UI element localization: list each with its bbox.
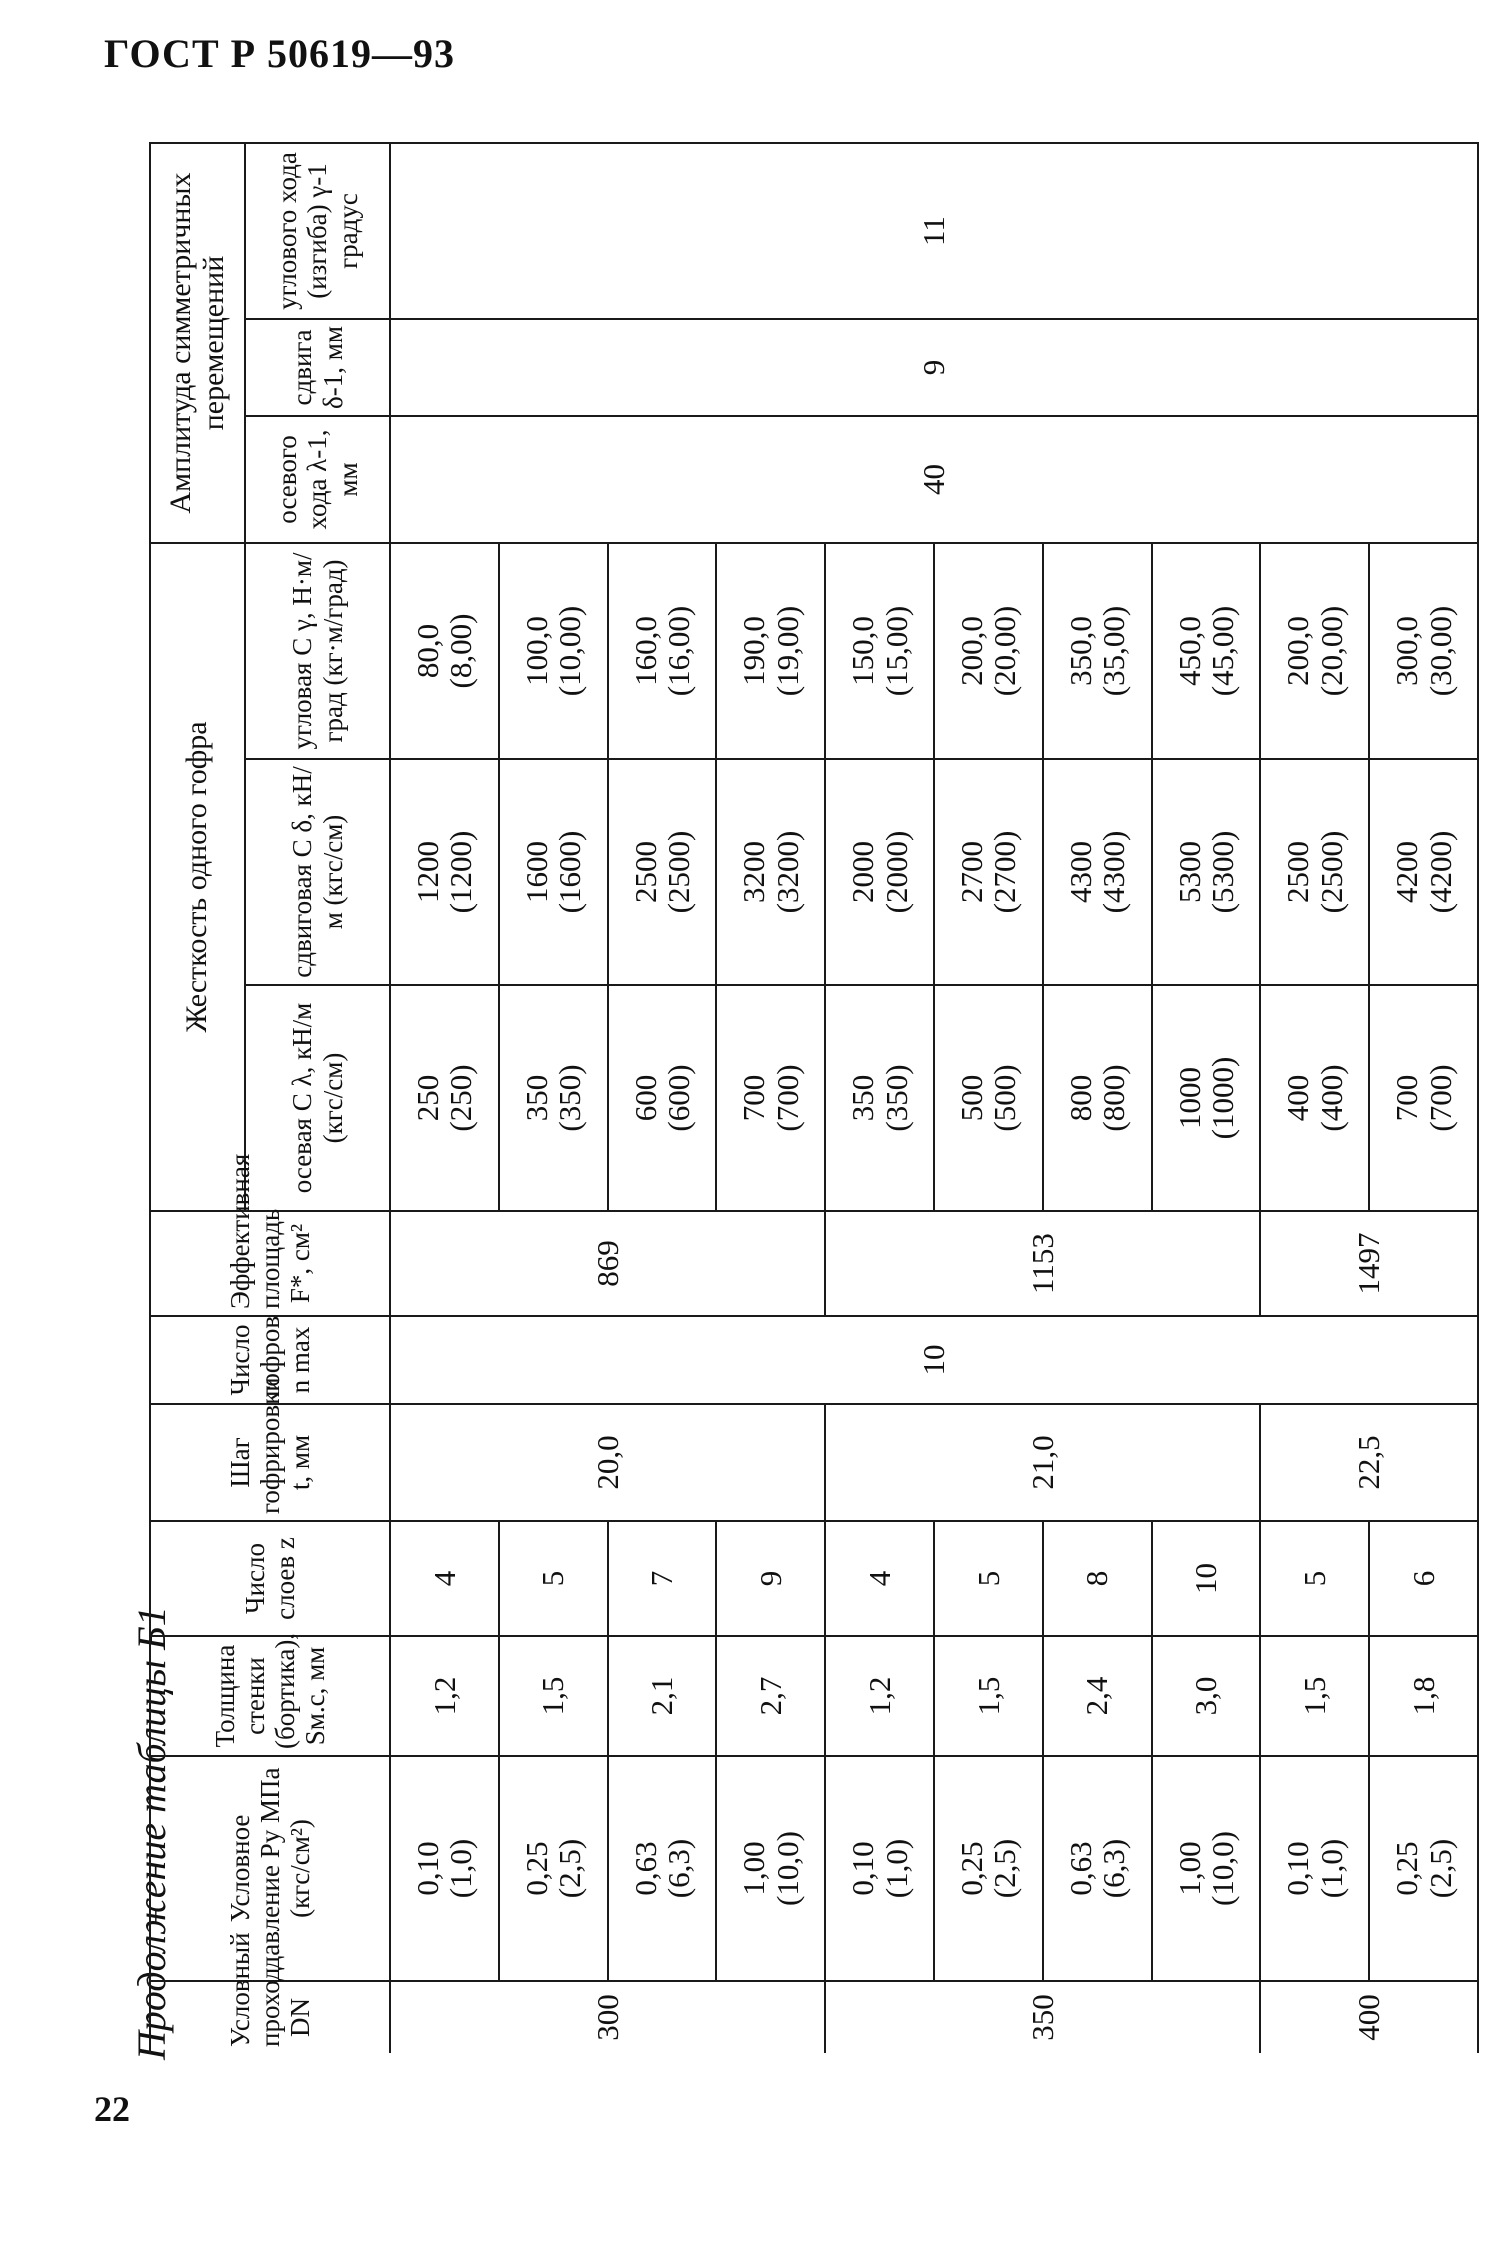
pressure-mpa: 0,10 [409,1841,445,1896]
angular-si: 100,0 [518,616,554,686]
pressure-mpa: 0,25 [1389,1841,1425,1896]
shear-si: 4200 [1389,841,1425,903]
cell-angular-stroke: 11 [390,143,1478,319]
cell-layers: 4 [390,1521,499,1636]
cell-shear [1369,759,1478,985]
shear-kgf: (1600) [552,830,588,914]
cell-layers: 7 [608,1521,717,1636]
cell-pressure [934,1756,1043,1981]
pressure-mpa: 0,10 [845,1841,881,1896]
cell-pitch: 22,5 [1260,1404,1478,1521]
page-number: 22 [94,2089,130,2129]
cell-pitch: 21,0 [825,1404,1260,1521]
angular-si: 80,0 [409,623,445,679]
shear-si: 2700 [953,841,989,903]
cell-shear [1152,759,1261,985]
angular-si: 200,0 [1280,616,1316,686]
angular-kgf: (16,00) [660,605,696,697]
axial-kgf: (350) [878,1064,914,1132]
angular-si: 300,0 [1389,616,1425,686]
cell-area: 869 [390,1211,825,1316]
shear-kgf: (2500) [1313,830,1349,914]
cell-pressure [1369,1756,1478,1981]
cell-pressure [1152,1756,1261,1981]
pressure-mpa: 0,25 [953,1841,989,1896]
shear-si: 4300 [1062,841,1098,903]
cell-dn: 350 [825,1981,1260,2053]
cell-axial-stroke: 40 [390,416,1478,543]
shear-kgf: (1200) [443,830,479,914]
cell-pitch: 20,0 [390,1404,825,1521]
table-row [390,143,499,2053]
angular-si: 150,0 [845,616,881,686]
cell-angular [1260,543,1369,759]
shear-si: 5300 [1171,841,1207,903]
pressure-kgf: (1,0) [443,1838,479,1899]
cell-axial [1260,985,1369,1211]
cell-layers: 5 [1260,1521,1369,1636]
axial-si: 700 [1389,1074,1425,1122]
cell-angular [934,543,1043,759]
cell-layers: 9 [716,1521,825,1636]
angular-si: 160,0 [627,616,663,686]
cell-axial [499,985,608,1211]
axial-kgf: (700) [769,1064,805,1132]
cell-axial [390,985,499,1211]
header-shear-stroke: сдвига δ-1, мм [245,319,390,416]
cell-pressure [825,1756,934,1981]
shear-kgf: (2500) [660,830,696,914]
axial-kgf: (500) [987,1064,1023,1132]
cell-shear [716,759,825,985]
cell-angular [390,543,499,759]
shear-kgf: (3200) [769,830,805,914]
cell-axial [1043,985,1152,1211]
shear-si: 1200 [409,841,445,903]
cell-wall: 1,2 [390,1636,499,1756]
cell-angular [825,543,934,759]
cell-area: 1497 [1260,1211,1478,1316]
cell-axial [608,985,717,1211]
cell-shear [608,759,717,985]
angular-kgf: (20,00) [1313,605,1349,697]
pressure-mpa: 0,10 [1280,1841,1316,1896]
shear-si: 2500 [1280,841,1316,903]
axial-kgf: (800) [1096,1064,1132,1132]
axial-si: 250 [409,1074,445,1122]
table-caption: Продолжение таблицы Б1 [129,1606,174,2060]
header-dn: Условный проход DN [150,1981,390,2053]
cell-wall: 1,5 [1260,1636,1369,1756]
cell-angular [1369,543,1478,759]
pressure-kgf: (1,0) [1313,1838,1349,1899]
cell-wall: 1,5 [934,1636,1043,1756]
cell-pressure [390,1756,499,1981]
pressure-mpa: 0,63 [1062,1841,1098,1896]
cell-wall: 1,2 [825,1636,934,1756]
shear-si: 2000 [845,841,881,903]
angular-kgf: (15,00) [878,605,914,697]
cell-angular [608,543,717,759]
header-angular-stroke: углового хода (изгиба) γ-1 градус [245,143,390,319]
cell-angular [499,543,608,759]
axial-kgf: (700) [1422,1064,1458,1132]
angular-kgf: (45,00) [1204,605,1240,697]
pressure-mpa: 1,00 [1171,1841,1207,1896]
cell-wall: 2,4 [1043,1636,1152,1756]
angular-si: 350,0 [1062,616,1098,686]
cell-pressure [1260,1756,1369,1981]
header-axial-stroke: осевого хода λ-1, мм [245,416,390,543]
header-shear: сдвиговая C δ, кН/м (кгс/см) [245,759,390,985]
shear-si: 2500 [627,841,663,903]
cell-axial [934,985,1043,1211]
header-n-max: Число гофров n max [150,1316,390,1404]
cell-pressure [716,1756,825,1981]
header-wall: Толщина стенки (бортика), Sм.с, мм [150,1636,390,1756]
cell-shear [1260,759,1369,985]
cell-shear [499,759,608,985]
pressure-kgf: (10,0) [769,1831,805,1906]
header-area: Эффективная площадь F*, см² [150,1211,390,1316]
axial-kgf: (600) [660,1064,696,1132]
axial-si: 600 [627,1074,663,1122]
header-pressure: Условное давление Py МПа (кгс/см²) [150,1756,390,1981]
angular-si: 450,0 [1171,616,1207,686]
cell-pressure [499,1756,608,1981]
cell-shear [825,759,934,985]
cell-wall: 2,1 [608,1636,717,1756]
cell-layers: 5 [499,1521,608,1636]
header-stiffness-group: Жесткость одного гофра [150,543,245,1211]
stiffness-table [149,142,1479,2053]
pressure-kgf: (10,0) [1204,1831,1240,1906]
pressure-kgf: (6,3) [660,1838,696,1899]
shear-kgf: (2700) [987,830,1023,914]
header-layers: Число слоев z [150,1521,390,1636]
axial-kgf: (1000) [1204,1056,1240,1140]
axial-kgf: (350) [552,1064,588,1132]
cell-area: 1153 [825,1211,1260,1316]
axial-si: 350 [518,1074,554,1122]
cell-layers: 10 [1152,1521,1261,1636]
angular-si: 190,0 [736,616,772,686]
cell-shear-stroke: 9 [390,319,1478,416]
shear-si: 1600 [518,841,554,903]
cell-n-max: 10 [390,1316,1478,1404]
cell-pressure [608,1756,717,1981]
shear-kgf: (4300) [1096,830,1132,914]
axial-si: 400 [1280,1074,1316,1122]
pressure-mpa: 1,00 [736,1841,772,1896]
axial-kgf: (250) [443,1064,479,1132]
axial-si: 500 [953,1074,989,1122]
axial-si: 1000 [1171,1067,1207,1129]
pressure-kgf: (2,5) [1422,1838,1458,1899]
document-header: ГОСТ Р 50619—93 [104,31,456,76]
cell-axial [1152,985,1261,1211]
pressure-kgf: (2,5) [987,1838,1023,1899]
cell-pressure [1043,1756,1152,1981]
angular-si: 200,0 [953,616,989,686]
header-angular: угловая C γ, Н·м/град (кг·м/град) [245,543,390,759]
angular-kgf: (30,00) [1422,605,1458,697]
shear-si: 3200 [736,841,772,903]
cell-wall: 1,8 [1369,1636,1478,1756]
pressure-kgf: (6,3) [1096,1838,1132,1899]
cell-axial [1369,985,1478,1211]
shear-kgf: (2000) [878,830,914,914]
cell-layers: 6 [1369,1521,1478,1636]
axial-si: 350 [845,1074,881,1122]
rotated-table-wrapper [149,143,1479,2053]
table-body [150,143,1478,2053]
pressure-mpa: 0,25 [518,1841,554,1896]
axial-si: 800 [1062,1074,1098,1122]
axial-si: 700 [736,1074,772,1122]
cell-angular [716,543,825,759]
pressure-kgf: (1,0) [878,1838,914,1899]
angular-kgf: (19,00) [769,605,805,697]
shear-kgf: (4200) [1422,830,1458,914]
axial-kgf: (400) [1313,1064,1349,1132]
cell-dn: 300 [390,1981,825,2053]
cell-angular [1152,543,1261,759]
pressure-kgf: (2,5) [552,1838,588,1899]
pressure-mpa: 0,63 [627,1841,663,1896]
cell-layers: 4 [825,1521,934,1636]
angular-kgf: (20,00) [987,605,1023,697]
cell-layers: 8 [1043,1521,1152,1636]
cell-axial [825,985,934,1211]
header-axial: осевая C λ, кН/м (кгс/см) [245,985,390,1211]
cell-wall: 1,5 [499,1636,608,1756]
cell-wall: 3,0 [1152,1636,1261,1756]
header-amplitude-group: Амплитуда симметричных перемещений [150,143,245,543]
shear-kgf: (5300) [1204,830,1240,914]
cell-axial [716,985,825,1211]
angular-kgf: (10,00) [552,605,588,697]
angular-kgf: (8,00) [443,613,479,689]
cell-shear [934,759,1043,985]
cell-angular [1043,543,1152,759]
header-row-1 [150,143,245,2053]
cell-wall: 2,7 [716,1636,825,1756]
cell-layers: 5 [934,1521,1043,1636]
header-pitch: Шаг гофрировки t, мм [150,1404,390,1521]
cell-dn: 400 [1260,1981,1478,2053]
cell-shear [390,759,499,985]
cell-shear [1043,759,1152,985]
angular-kgf: (35,00) [1096,605,1132,697]
